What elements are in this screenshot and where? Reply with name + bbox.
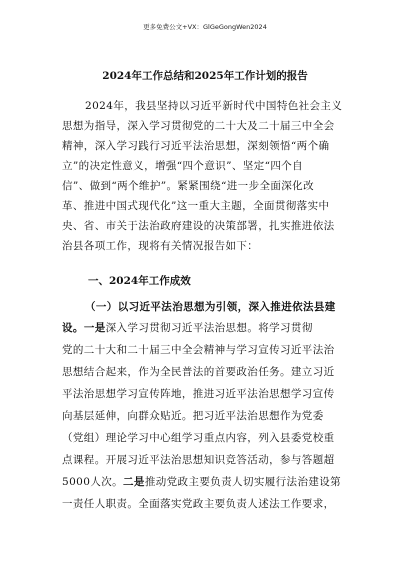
body-line: 点课程。开展习近平法治思想知识竞答活动，参与答题超 <box>62 454 335 466</box>
body-text: 推动党政主要负责人切实履行法治建设第 <box>144 476 342 488</box>
body-text: 深入学习贯彻习近平法治思想。将学习贯彻 <box>105 322 313 334</box>
intro-line: 思想为指导，深入学习贯彻党的二十大及二十届三中全会 <box>62 120 335 132</box>
body-line-first <box>62 320 354 335</box>
intro-line: 精神，深入学习践行习近平法治思想，深刻领悟“两个确 <box>62 140 330 152</box>
subsection-heading: （一）以习近平法治思想为引领，深入推进依法县建 <box>85 301 336 313</box>
point-lead-two: 二是 <box>123 476 145 488</box>
body-line: （党组）理论学习中心组学习重点内容，列入县委党校重 <box>62 432 335 444</box>
intro-line: 革、推进中国式现代化”这一重大主题，全面贯彻落实中 <box>62 200 330 212</box>
body-line: 思想结合起来，作为全民普法的首要政治任务。建立习近 <box>62 366 335 378</box>
section-heading: 一、2024年工作成效 <box>88 275 191 287</box>
subsection-heading-end: 设。 <box>62 322 84 334</box>
intro-line: 信”、做到“两个维护”。紧紧围绕“进一步全面深化改 <box>62 180 314 192</box>
intro-line: 立”的决定性意义，增强“四个意识”、坚定“四个自 <box>62 160 304 172</box>
body-text: 5000人次。 <box>62 476 124 488</box>
body-line: 党的二十大和二十届三中全会精神与学习宣传习近平法治 <box>62 344 335 356</box>
document-title: 2024年工作总结和2025年工作计划的报告 <box>102 70 308 82</box>
body-line: 向基层延伸，向群众贴近。把习近平法治思想作为党委 <box>62 410 324 422</box>
intro-line: 治县各项工作，现将有关情况报告如下： <box>62 240 259 252</box>
point-lead-one: 一是 <box>83 322 106 334</box>
body-line: 一责任人职责。全面落实党政主要负责人述法工作要求， <box>62 498 335 510</box>
intro-line: 央、省、市关于法治政府建设的决策部署，扎实推进依法 <box>62 220 335 232</box>
body-line-mixed <box>62 474 354 489</box>
header-note: 更多免费公文+VX：GlGeGongWen2024 <box>143 23 267 31</box>
body-line: 平法治思想学习宣传阵地，推进习近平法治思想学习宣传 <box>62 388 335 400</box>
intro-line: 2024年，我县坚持以习近平新时代中国特色社会主义 <box>85 100 343 112</box>
